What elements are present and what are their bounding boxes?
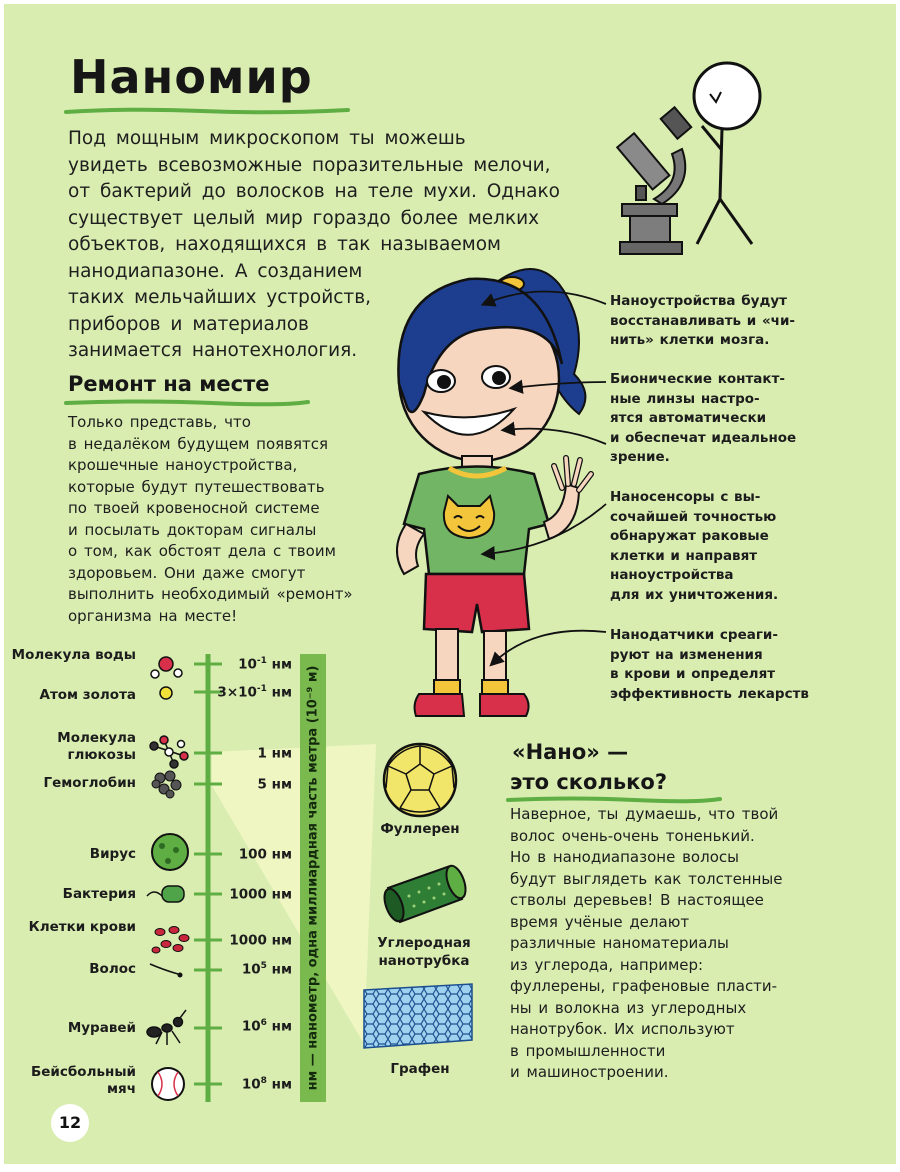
repair-line: выполнить необходимый «ремонт»	[68, 585, 353, 603]
nano-line: будут выглядеть как толстенные	[510, 869, 783, 888]
scale-value: 5 нм	[257, 776, 292, 793]
callout-line: ятся автоматически	[610, 410, 767, 426]
page-number: 12	[51, 1104, 89, 1142]
repair-line: в недалёком будущем появятся	[68, 434, 329, 453]
repair-line: организма на месте!	[68, 606, 238, 625]
scale-value: $3\times 10^{-1}$ нм	[217, 684, 292, 701]
repair-line: здоровьем. Они даже смогут	[68, 563, 306, 582]
callout-line: Наносенсоры с вы-	[610, 489, 761, 505]
scale-value: $10^5$ нм	[241, 961, 292, 978]
glucose-molecule-icon	[150, 736, 188, 768]
page	[4, 4, 896, 1164]
intro-line: увидеть всевозможные поразительные мелочи,	[68, 154, 551, 176]
blood-cells-icon	[152, 927, 189, 954]
scale-label: Бактерия	[62, 886, 136, 902]
nano-line: в промышленности	[510, 1041, 666, 1060]
repair-line: Только представь, что	[68, 413, 251, 431]
repair-line: по твоей кровеносной системе	[68, 499, 320, 517]
scale-label: Атом золота	[39, 687, 136, 703]
nano-line: время учёные делают	[510, 912, 690, 931]
callout-line: Нанодатчики среаги-	[610, 627, 778, 643]
intro-line: нанодиапазоне. А созданием	[68, 260, 363, 282]
scale-value: 1 нм	[257, 745, 292, 762]
nano-line: и машиностроении.	[510, 1063, 669, 1081]
nanotube-label	[364, 934, 484, 970]
nanometer-definition-text: нм — нанометр, одна миллиардная часть метра (10⁻⁹ м)	[305, 665, 321, 1091]
repair-line: крошечные наноустройства,	[68, 456, 298, 474]
intro-line: приборов и материалов	[68, 313, 309, 335]
nano-line: волос очень-очень тоненький.	[510, 826, 755, 845]
callout-line: руют на изменения	[610, 646, 763, 663]
scale-label: Волос	[89, 961, 136, 977]
intro-line: таких мельчайших устройств,	[68, 287, 371, 308]
nano-heading-line1: «Нано» —	[512, 740, 629, 764]
baseball-icon	[152, 1068, 184, 1100]
scale-label: Муравей	[67, 1020, 136, 1036]
water-molecule-icon	[151, 657, 182, 678]
repair-heading: Ремонт на месте	[68, 372, 270, 396]
callout-line: для их уничтожения.	[610, 586, 779, 603]
nano-line: ны и волокна из углеродных	[510, 998, 747, 1017]
nanometer-definition	[300, 654, 326, 1102]
page-title: Наномир	[70, 50, 313, 104]
hemoglobin-icon	[152, 771, 181, 798]
repair-line: и посылать докторам сигналы	[68, 520, 317, 539]
nano-line: различные наноматериалы	[510, 934, 729, 952]
scale-label: Молекула глюкозы	[57, 730, 136, 763]
scale-value: 1000 нм	[229, 886, 292, 903]
callout-line: Бионические контакт-	[610, 371, 786, 387]
bacteria-icon	[147, 886, 184, 902]
callout-line: наноустройства	[610, 567, 734, 583]
nano-line: из углерода, например:	[510, 955, 704, 974]
callout-line: восстанавливать и «чи-	[610, 312, 796, 329]
scale-label: Бейсбольный мяч	[30, 1064, 136, 1097]
nano-line: Наверное, ты думаешь, что твой	[510, 805, 779, 823]
repair-line: которые будут путешествовать	[68, 477, 325, 496]
nano-line: нанотрубок. Их используют	[510, 1020, 735, 1038]
callout-line: Наноустройства будут	[610, 293, 787, 309]
graphene-icon	[364, 984, 472, 1048]
scale-value: 100 нм	[238, 846, 292, 863]
scale-label: Вирус	[89, 846, 136, 862]
callout-line: обнаружат раковые	[610, 528, 769, 544]
gold-atom-icon	[160, 687, 172, 699]
scale-value: $10^8$ нм	[241, 1076, 292, 1093]
nano-heading-line2: это сколько?	[510, 770, 668, 794]
intro-line: существует целый мир гораздо более мелких	[68, 207, 540, 229]
nanotube-label-line: нанотрубка	[378, 953, 470, 969]
fullerene-icon	[384, 744, 456, 816]
scale-label: Молекула воды	[11, 647, 136, 663]
intro-line: занимается нанотехнология.	[68, 340, 358, 361]
nano-paragraph	[510, 804, 820, 1084]
nanotube-icon	[381, 863, 470, 923]
callout-line: зрение.	[610, 449, 670, 465]
repair-line: о том, как обстоят дела с твоим	[68, 542, 336, 560]
callout-line: и обеспечат идеальное	[610, 429, 797, 446]
scale-label: Клетки крови	[28, 919, 136, 935]
intro-line: от бактерий до волосков на теле мухи. Однако	[68, 181, 560, 202]
virus-icon	[152, 834, 188, 870]
scale-value: $10^6$ нм	[241, 1018, 292, 1035]
callout-line: в крови и определят	[610, 666, 776, 682]
callout-line: ные линзы настро-	[610, 390, 760, 407]
nano-line: стволы деревьев! В настоящее	[510, 891, 764, 909]
fullerene-label: Фуллерен	[380, 821, 460, 837]
intro-line: объектов, находящихся в так называемом	[68, 234, 501, 255]
callout-line: эффективность лекарств	[610, 685, 809, 702]
scale-value: 1000 нм	[229, 932, 292, 949]
scale-value: $10^{-1}$ нм	[238, 656, 292, 673]
hair-strand-icon	[150, 964, 178, 974]
nanotube-label-line: Углеродная	[377, 935, 471, 951]
nano-line: Но в нанодиапазоне волосы	[510, 848, 739, 866]
nano-line: фуллерены, графеновые пласти-	[510, 977, 778, 995]
ant-icon	[147, 1010, 186, 1045]
callout-line: сочайшей точностью	[610, 508, 777, 525]
callout-line: клетки и направят	[610, 547, 758, 564]
graphene-label: Графен	[390, 1061, 450, 1077]
callout-line: нить» клетки мозга.	[610, 332, 770, 348]
intro-line: Под мощным микроскопом ты можешь	[68, 128, 466, 149]
scale-label: Гемоглобин	[43, 775, 136, 791]
